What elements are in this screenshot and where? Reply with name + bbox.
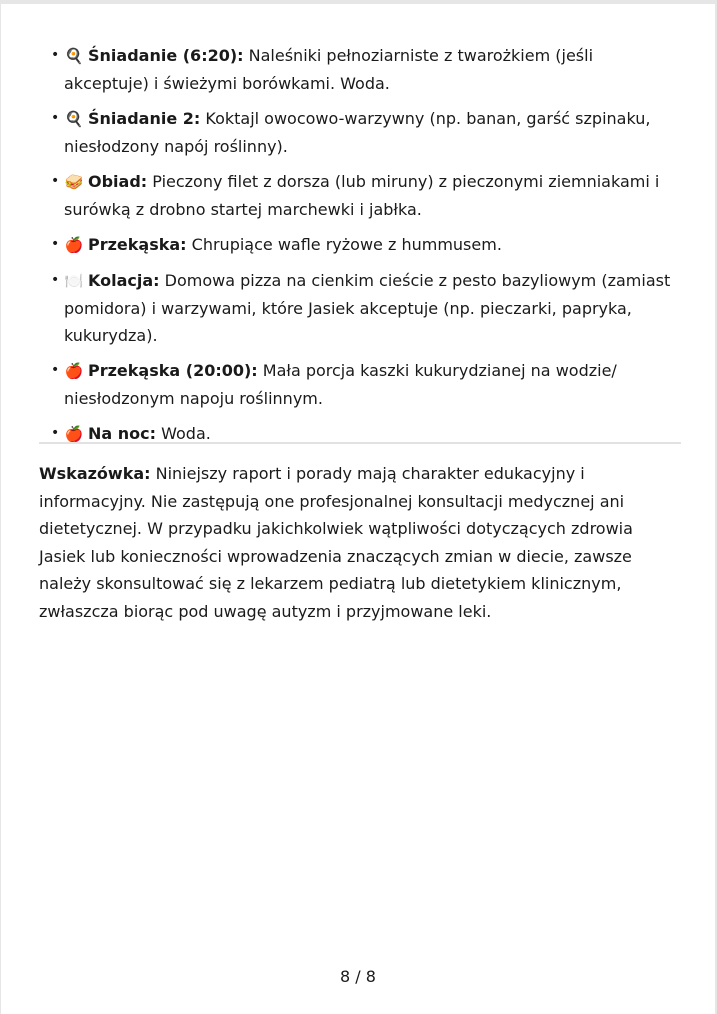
apple-icon: 🍎 [64,425,84,443]
meal-text: Domowa pizza na cienkim cieście z pesto bazyliowym (zamiast pomidora) i warzywami, które Jasiek akceptuje (np. pieczarki, papryka, kukurydza). [64,271,671,345]
meal-text: Chrupiące wafle ryżowe z hummusem. [186,235,502,254]
meal-item-dinner [51,267,671,349]
bullet: • [51,425,60,441]
section-divider [39,442,681,444]
meal-label: Przekąska: [88,235,187,254]
meal-item-breakfast [51,42,671,97]
frying-pan-icon: 🍳 [64,47,84,65]
meal-label: Śniadanie (6:20): [88,46,244,65]
meal-label: Na noc: [88,424,157,443]
meal-text: Woda. [156,424,211,443]
meal-label: Obiad: [88,172,148,191]
meal-text: Naleśniki pełnoziarniste z twarożkiem (jeśli akceptuje) i świeżymi borówkami. Woda. [64,46,594,93]
plate-icon: 🍽️ [64,272,84,290]
bullet: • [51,110,60,126]
frying-pan-icon: 🍳 [64,110,84,128]
meal-label: Kolacja: [88,271,160,290]
disclaimer-label: Wskazówka: [39,464,151,483]
meal-text: Mała porcja kaszki kukurydzianej na wodzie/ niesłodzonym napoju roślinnym. [64,361,617,408]
bullet: • [51,236,60,252]
meal-item-second-breakfast [51,105,671,160]
disclaimer-note [39,460,681,625]
apple-icon: 🍎 [64,236,84,254]
bullet: • [51,272,60,288]
meal-text: Koktajl owocowo-warzywny (np. banan, garść szpinaku, niesłodzony napój roślinny). [64,109,651,156]
meal-label: Śniadanie 2: [88,109,201,128]
meal-item-lunch [51,168,671,223]
bullet: • [51,362,60,378]
meal-item-snack [51,231,671,259]
meal-item-evening-snack [51,357,671,412]
disclaimer-text: Niniejszy raport i porady mają charakter edukacyjny i informacyjny. Nie zastępują one profesjonalnej konsultacji medycznej ani dietetycznej. W przypadku jakichkolwiek wątpliwości dotyczących zdrowia Jasiek lub konieczności wprowadzenia znaczących zmian w diecie, zawsze należy skonsultować się z lekarzem pediatrą lub dietetykiem klinicznym, zwłaszcza biorąc pod uwagę autyzm i przyjmowane leki. [39,464,633,621]
meal-label: Przekąska (20:00): [88,361,258,380]
apple-icon: 🍎 [64,362,84,380]
bullet: • [51,173,60,189]
bullet: • [51,47,60,63]
page-number: 8 / 8 [340,967,376,986]
sandwich-icon: 🥪 [64,173,84,191]
meal-text: Pieczony filet z dorsza (lub miruny) z pieczonymi ziemniakami i surówką z drobno startej marchewki i jabłka. [64,172,660,219]
document-page [1,4,715,1014]
meal-plan-list [51,42,671,456]
